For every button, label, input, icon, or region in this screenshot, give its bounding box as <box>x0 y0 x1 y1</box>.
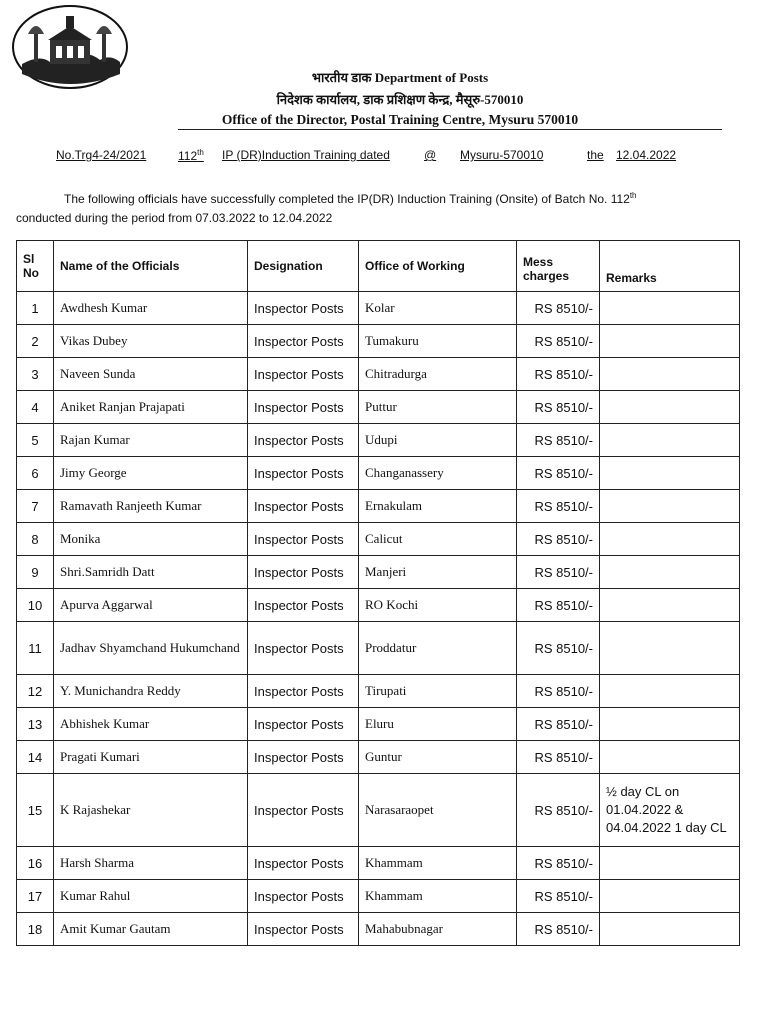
cell-designation: Inspector Posts <box>248 880 359 913</box>
cell-remarks <box>600 589 740 622</box>
cell-designation: Inspector Posts <box>248 358 359 391</box>
reference-place: Mysuru-570010 <box>460 148 544 162</box>
cell-office: Changanassery <box>359 457 517 490</box>
cell-remarks <box>600 556 740 589</box>
cell-office: Udupi <box>359 424 517 457</box>
cell-mess-charges: RS 8510/- <box>517 391 600 424</box>
cell-official-name: Jadhav Shyamchand Hukumchand <box>54 622 248 675</box>
cell-office: Puttur <box>359 391 517 424</box>
cell-remarks <box>600 424 740 457</box>
cell-sl-no: 6 <box>17 457 54 490</box>
cell-sl-no: 1 <box>17 292 54 325</box>
cell-remarks <box>600 358 740 391</box>
header-line-office: Office of the Director, Postal Training Centre, Mysuru 570010 <box>221 112 579 127</box>
table-row <box>17 847 740 880</box>
cell-remarks <box>600 675 740 708</box>
cell-mess-charges: RS 8510/- <box>517 622 600 675</box>
cell-official-name: Awdhesh Kumar <box>54 292 248 325</box>
table-row <box>17 880 740 913</box>
cell-designation: Inspector Posts <box>248 675 359 708</box>
column-header-designation: Designation <box>248 241 359 292</box>
cell-office: Tirupati <box>359 675 517 708</box>
cell-sl-no: 2 <box>17 325 54 358</box>
cell-sl-no: 13 <box>17 708 54 741</box>
table-row <box>17 424 740 457</box>
cell-remarks <box>600 622 740 675</box>
cell-mess-charges: RS 8510/- <box>517 774 600 847</box>
cell-designation: Inspector Posts <box>248 589 359 622</box>
cell-official-name: Y. Munichandra Reddy <box>54 675 248 708</box>
cell-sl-no: 8 <box>17 523 54 556</box>
cell-official-name: Jimy George <box>54 457 248 490</box>
cell-designation: Inspector Posts <box>248 292 359 325</box>
header-divider <box>178 129 722 130</box>
column-header-remarks: Remarks <box>600 241 740 292</box>
cell-designation: Inspector Posts <box>248 556 359 589</box>
cell-official-name: Monika <box>54 523 248 556</box>
officials-table <box>16 240 740 946</box>
table-row <box>17 391 740 424</box>
cell-designation: Inspector Posts <box>248 913 359 946</box>
table-row <box>17 741 740 774</box>
intro-paragraph <box>16 186 724 228</box>
cell-office: Khammam <box>359 880 517 913</box>
table-row <box>17 358 740 391</box>
cell-mess-charges: RS 8510/- <box>517 556 600 589</box>
table-row <box>17 457 740 490</box>
cell-official-name: K Rajashekar <box>54 774 248 847</box>
cell-office: Calicut <box>359 523 517 556</box>
cell-designation: Inspector Posts <box>248 708 359 741</box>
column-header-name: Name of the Officials <box>54 241 248 292</box>
cell-office: Ernakulam <box>359 490 517 523</box>
remark-line: ½ day CL on <box>606 784 680 799</box>
cell-mess-charges: RS 8510/- <box>517 325 600 358</box>
reference-subject: IP (DR)Induction Training dated <box>222 148 390 162</box>
cell-mess-charges: RS 8510/- <box>517 913 600 946</box>
cell-official-name: Rajan Kumar <box>54 424 248 457</box>
table-row <box>17 490 740 523</box>
cell-sl-no: 5 <box>17 424 54 457</box>
cell-designation: Inspector Posts <box>248 741 359 774</box>
column-header-office: Office of Working <box>359 241 517 292</box>
cell-office: Mahabubnagar <box>359 913 517 946</box>
cell-designation: Inspector Posts <box>248 457 359 490</box>
cell-official-name: Naveen Sunda <box>54 358 248 391</box>
table-row <box>17 774 740 847</box>
cell-sl-no: 16 <box>17 847 54 880</box>
cell-office: Narasaraopet <box>359 774 517 847</box>
reference-date: 12.04.2022 <box>616 148 677 162</box>
cell-mess-charges: RS 8510/- <box>517 708 600 741</box>
cell-sl-no: 12 <box>17 675 54 708</box>
table-row <box>17 675 740 708</box>
cell-official-name: Apurva Aggarwal <box>54 589 248 622</box>
department-emblem-logo <box>10 4 130 90</box>
header-line-department: भारतीय डाक Department of Posts <box>311 70 489 85</box>
cell-sl-no: 15 <box>17 774 54 847</box>
cell-designation: Inspector Posts <box>248 523 359 556</box>
cell-sl-no: 4 <box>17 391 54 424</box>
cell-office: Manjeri <box>359 556 517 589</box>
cell-mess-charges: RS 8510/- <box>517 675 600 708</box>
cell-office: Guntur <box>359 741 517 774</box>
cell-designation: Inspector Posts <box>248 622 359 675</box>
cell-sl-no: 7 <box>17 490 54 523</box>
cell-designation: Inspector Posts <box>248 774 359 847</box>
cell-remarks <box>600 325 740 358</box>
reference-number: No.Trg4-24/2021 <box>56 148 147 162</box>
table-row <box>17 708 740 741</box>
cell-sl-no: 17 <box>17 880 54 913</box>
intro-line-1-sup: th <box>629 191 637 200</box>
cell-office: Chitradurga <box>359 358 517 391</box>
remark-line: 01.04.2022 & <box>606 802 684 817</box>
reference-at: @ <box>424 148 437 162</box>
table-row <box>17 589 740 622</box>
cell-remarks <box>600 774 740 847</box>
table-row <box>17 292 740 325</box>
cell-official-name: Amit Kumar Gautam <box>54 913 248 946</box>
cell-remarks <box>600 490 740 523</box>
table-header-row <box>17 241 740 292</box>
table-row <box>17 523 740 556</box>
cell-mess-charges: RS 8510/- <box>517 292 600 325</box>
cell-mess-charges: RS 8510/- <box>517 457 600 490</box>
cell-official-name: Abhishek Kumar <box>54 708 248 741</box>
cell-designation: Inspector Posts <box>248 490 359 523</box>
cell-designation: Inspector Posts <box>248 325 359 358</box>
cell-office: Proddatur <box>359 622 517 675</box>
reference-line <box>0 148 768 166</box>
cell-remarks <box>600 741 740 774</box>
cell-mess-charges: RS 8510/- <box>517 424 600 457</box>
cell-mess-charges: RS 8510/- <box>517 847 600 880</box>
reference-the: the <box>587 148 604 162</box>
reference-batch: 112th <box>178 148 204 163</box>
cell-office: Khammam <box>359 847 517 880</box>
cell-sl-no: 3 <box>17 358 54 391</box>
header-line-hindi-office: निदेशक कार्यालय, डाक प्रशिक्षण केन्द्र, मैसूरु-570010 <box>276 92 524 107</box>
cell-mess-charges: RS 8510/- <box>517 490 600 523</box>
cell-remarks <box>600 913 740 946</box>
cell-office: Eluru <box>359 708 517 741</box>
cell-office: Tumakuru <box>359 325 517 358</box>
cell-official-name: Harsh Sharma <box>54 847 248 880</box>
remark-line: 04.04.2022 1 day CL <box>606 820 727 835</box>
cell-mess-charges: RS 8510/- <box>517 589 600 622</box>
cell-remarks <box>600 391 740 424</box>
cell-official-name: Shri.Samridh Datt <box>54 556 248 589</box>
cell-office: Kolar <box>359 292 517 325</box>
cell-sl-no: 18 <box>17 913 54 946</box>
cell-sl-no: 10 <box>17 589 54 622</box>
intro-line-2: conducted during the period from 07.03.2022 to 12.04.2022 <box>16 211 333 225</box>
column-header-mess-charges: Mess charges <box>517 241 600 292</box>
cell-mess-charges: RS 8510/- <box>517 358 600 391</box>
cell-remarks <box>600 457 740 490</box>
cell-sl-no: 14 <box>17 741 54 774</box>
cell-sl-no: 11 <box>17 622 54 675</box>
cell-official-name: Ramavath Ranjeeth Kumar <box>54 490 248 523</box>
table-row <box>17 622 740 675</box>
cell-designation: Inspector Posts <box>248 391 359 424</box>
cell-designation: Inspector Posts <box>248 847 359 880</box>
cell-official-name: Kumar Rahul <box>54 880 248 913</box>
table-row <box>17 913 740 946</box>
table-row <box>17 325 740 358</box>
cell-mess-charges: RS 8510/- <box>517 880 600 913</box>
column-header-sl-no: Sl No <box>17 241 54 292</box>
cell-designation: Inspector Posts <box>248 424 359 457</box>
intro-line-1: The following officials have successfully completed the IP(DR) Induction Training (Onsite) of Batch No. 112 <box>64 192 630 206</box>
cell-mess-charges: RS 8510/- <box>517 741 600 774</box>
cell-official-name: Vikas Dubey <box>54 325 248 358</box>
cell-remarks <box>600 708 740 741</box>
cell-remarks <box>600 880 740 913</box>
cell-sl-no: 9 <box>17 556 54 589</box>
table-row <box>17 556 740 589</box>
cell-official-name: Aniket Ranjan Prajapati <box>54 391 248 424</box>
cell-official-name: Pragati Kumari <box>54 741 248 774</box>
cell-remarks <box>600 292 740 325</box>
cell-remarks <box>600 847 740 880</box>
cell-remarks <box>600 523 740 556</box>
cell-mess-charges: RS 8510/- <box>517 523 600 556</box>
cell-office: RO Kochi <box>359 589 517 622</box>
